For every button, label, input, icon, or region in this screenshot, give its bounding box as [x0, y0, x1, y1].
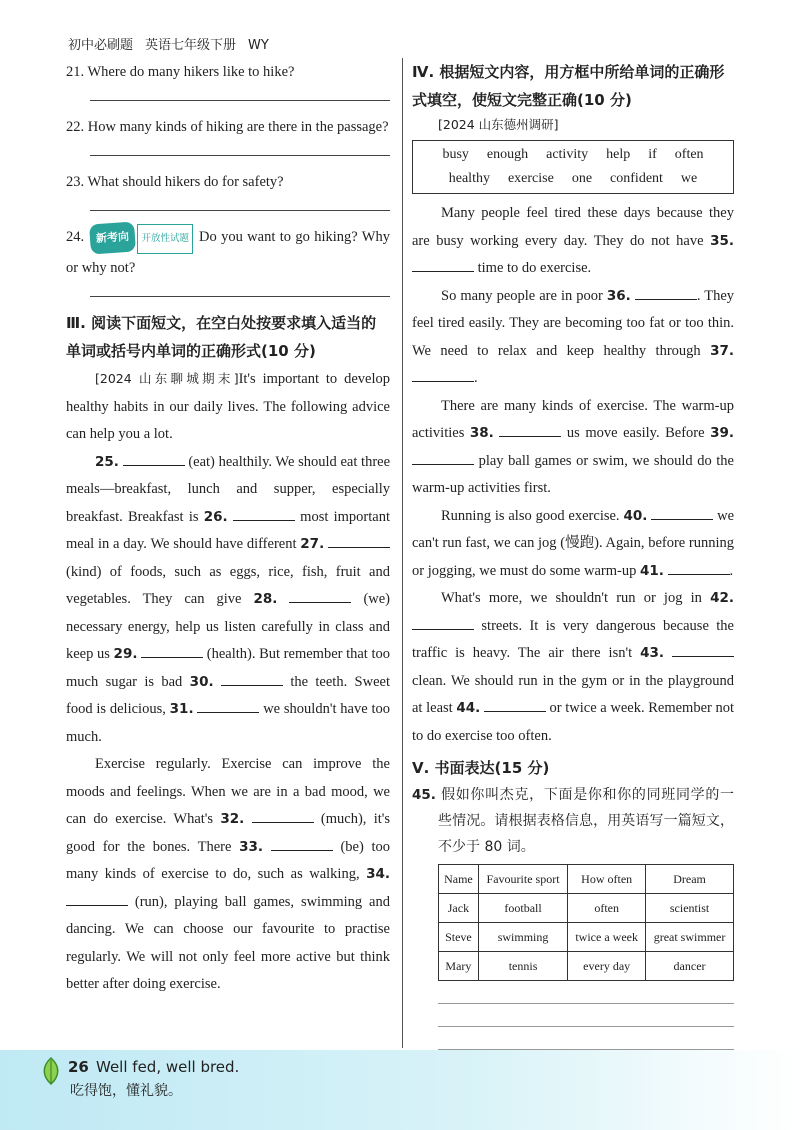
fill-blank[interactable] [252, 808, 314, 823]
fill-blank[interactable] [412, 450, 474, 465]
blank-number: 26. [203, 508, 228, 525]
right-column [412, 58, 734, 1050]
table-cell: football [478, 894, 567, 923]
table-cell: great swimmer [646, 923, 734, 952]
motto-english: Well fed, well bred. [96, 1058, 240, 1076]
question-text: 假如你叫杰克，下面是你和你的同班同学的一些情况。请根据表格信息，用英语写一篇短文，不少于 80 词。 [438, 787, 735, 855]
blank-number: 25. [95, 453, 119, 470]
passage-text: us move easily. Before [566, 425, 705, 441]
passage-text: we shouldn't have too much. [66, 701, 390, 745]
passage-text: What's more, we shouldn't run or jog in [441, 590, 702, 606]
blank-number: 33. [239, 838, 264, 855]
word-box [412, 140, 734, 194]
table-header: Favourite sport [478, 865, 567, 894]
intro-text: It's important to develop healthy habits in our daily lives. The following advice can help you a lot. [66, 371, 390, 442]
passage-text: (much), it's good for the bones. There [66, 811, 391, 855]
fill-blank[interactable] [412, 257, 474, 272]
word-option: we [680, 171, 698, 186]
fill-blank[interactable] [233, 506, 295, 521]
blank-number: 41. [639, 562, 664, 579]
blank-number: 37. [710, 342, 735, 359]
blank-number: 42. [710, 590, 734, 606]
passage-text: the teeth. Sweet food is delicious, [66, 673, 390, 717]
motto-chinese: 吃得饱，懂礼貌。 [70, 1083, 182, 1099]
fill-blank[interactable] [289, 588, 351, 603]
passage-text: (we) necessary energy, help us listen carefully in class and keep us [66, 591, 391, 662]
blank-number: 38. [469, 425, 494, 441]
fill-blank[interactable] [221, 671, 283, 686]
blank-number: 35. [710, 232, 734, 249]
word-option: one [571, 171, 593, 186]
word-option: busy [442, 147, 469, 162]
passage-text: (health). But remember that too much sugar is bad [66, 646, 391, 690]
source-tag: [2024 山东聊城期末] [95, 371, 239, 386]
passage-text: (be) too many kinds of exercise to do, such as walking, [66, 838, 391, 882]
table-cell: every day [568, 952, 646, 981]
blank-number: 44. [456, 700, 481, 716]
section-3-title: Ⅲ. 阅读下面短文，在空白处按要求填入适当的单词或括号内单词的正确形式(10 分) [66, 314, 377, 360]
fill-blank[interactable] [123, 451, 185, 466]
word-option: exercise [507, 171, 554, 186]
table-row [439, 894, 734, 923]
fill-blank[interactable] [484, 697, 546, 712]
fill-blank[interactable] [651, 505, 713, 520]
word-option: help [606, 147, 631, 162]
table-cell: Steve [439, 923, 479, 952]
edition: WY [248, 38, 269, 53]
section-5-title: Ⅴ. 书面表达(15 分) [412, 759, 550, 777]
question-23 [66, 168, 390, 211]
blank-number: 39. [710, 425, 735, 441]
question-22 [66, 113, 390, 156]
blank-number: 34. [366, 866, 391, 882]
blank-number: 30. [189, 673, 214, 690]
passage-text: or twice a week. Remember not to do exercise too often. [412, 700, 735, 744]
section-4-title: Ⅳ. 根据短文内容，用方框中所给单词的正确形式填空，使短文完整正确(10 分) [412, 63, 725, 109]
blank-number: 43. [640, 645, 665, 661]
table-cell: Jack [439, 894, 479, 923]
answer-line[interactable] [90, 196, 390, 211]
blank-number: 31. [169, 701, 194, 717]
blank-number: 36. [606, 287, 631, 304]
passage-text: we can't run fast, we can jog (慢跑). Again, before running or jogging, we must do some warm-up [412, 507, 735, 579]
table-cell: swimming [478, 923, 567, 952]
section-4-paragraph-3 [412, 393, 734, 503]
blank-number: 40. [623, 507, 648, 524]
section-4-paragraph-5 [412, 585, 734, 750]
fill-blank[interactable] [412, 367, 474, 382]
section-4-paragraph-4 [412, 503, 734, 586]
blank-number: 28. [253, 591, 278, 607]
writing-line[interactable] [438, 1027, 734, 1050]
left-column [66, 58, 390, 999]
passage-text: So many people are in poor [441, 287, 603, 304]
question-number: 24. [66, 229, 85, 245]
question-number: 45. [412, 787, 436, 803]
passage-text: play ball games or swim, we should do the warm-up activities first. [412, 452, 734, 496]
question-text: How many kinds of hiking are there in the passage? [87, 119, 389, 135]
question-45 [412, 782, 734, 860]
question-21 [66, 58, 390, 101]
passage-text: . They feel tired easily. They are becoming too fat or too thin. We need to relax and keep healthy through [412, 287, 735, 359]
passage-text: (run), playing ball games, swimming and dancing. We can choose our favourite to practise regularly. We will not only feel more active but think better after doing exercise. [66, 893, 390, 992]
word-row [419, 167, 727, 191]
question-text: Where do many hikers like to hike? [87, 64, 295, 80]
open-question-tag: 开放性试题 [137, 224, 193, 254]
question-24 [66, 223, 390, 297]
source-tag: [2024 山东德州调研] [438, 117, 559, 132]
passage-text: streets. It is very dangerous because the traffic is heavy. The air there isn't [412, 617, 734, 661]
passage-text: Many people feel tired these days because they are busy working every day. They do not have [412, 205, 734, 249]
answer-line[interactable] [90, 86, 390, 101]
leaf-icon [40, 1056, 62, 1091]
new-trend-badge: 新考向 [89, 221, 136, 254]
question-number: 21. [66, 64, 85, 80]
section-4-paragraph-2 [412, 283, 734, 393]
word-row [419, 143, 727, 167]
table-cell: twice a week [568, 923, 646, 952]
page-footer [0, 1050, 800, 1130]
page-number: 26 [68, 1058, 89, 1076]
word-option: often [674, 147, 704, 162]
info-table [438, 864, 734, 981]
fill-blank[interactable] [668, 560, 730, 575]
table-cell: dancer [646, 952, 734, 981]
table-cell: often [568, 894, 646, 923]
table-header-row [439, 865, 734, 894]
fill-blank[interactable] [66, 891, 128, 906]
word-option: enough [486, 147, 529, 162]
passage-text: Running is also good exercise. [441, 507, 620, 524]
passage-text: time to do exercise. [477, 260, 592, 276]
answer-line[interactable] [90, 141, 390, 156]
section-3-paragraph-2 [66, 751, 390, 999]
table-row [439, 923, 734, 952]
section-3-paragraph-1 [66, 449, 390, 752]
passage-text: most important meal in a day. We should have different [66, 508, 390, 552]
table-header: Dream [646, 865, 734, 894]
question-number: 22. [66, 119, 85, 135]
column-divider [402, 58, 403, 1048]
section-3-intro [66, 365, 390, 449]
word-option: activity [546, 147, 589, 162]
writing-line[interactable] [438, 981, 734, 1004]
word-option: if [648, 147, 657, 162]
blank-number: 27. [300, 536, 325, 552]
fill-blank[interactable] [635, 285, 697, 300]
table-cell: Mary [439, 952, 479, 981]
blank-number: 29. [113, 646, 138, 662]
blank-number: 32. [220, 811, 245, 827]
fill-blank[interactable] [141, 643, 203, 658]
passage-text: (eat) healthily. We should eat three meals—breakfast, lunch and supper, especially breakfast. Breakfast is [66, 453, 391, 525]
fill-blank[interactable] [271, 836, 333, 851]
passage-text: clean. We should run in the gym or in the playground at least [412, 672, 734, 716]
table-cell: scientist [646, 894, 734, 923]
question-text: What should hikers do for safety? [87, 174, 284, 190]
section-4-paragraph-1 [412, 200, 734, 283]
book-title: 初中必刷题 [68, 38, 134, 53]
question-number: 23. [66, 174, 85, 190]
fill-blank[interactable] [412, 615, 474, 630]
page-header [68, 34, 281, 53]
fill-blank[interactable] [328, 533, 390, 548]
writing-line[interactable] [438, 1004, 734, 1027]
fill-blank[interactable] [197, 698, 259, 713]
word-option: healthy [448, 171, 490, 186]
table-header: Name [439, 865, 479, 894]
fill-blank[interactable] [672, 642, 734, 657]
passage-text: Exercise regularly. Exercise can improve the moods and feelings. When we are in a bad mood, we can do exercise. What's [66, 756, 390, 827]
answer-line[interactable] [90, 282, 390, 297]
passage-text: (kind) of foods, such as eggs, rice, fish, fruit and vegetables. They can give [66, 563, 390, 607]
subject-title: 英语七年级下册 [145, 38, 237, 53]
question-text: Do you want to go hiking? Why or why not? [66, 229, 390, 276]
passage-text: There are many kinds of exercise. The warm-up activities [412, 397, 734, 441]
fill-blank[interactable] [499, 422, 561, 437]
table-row [439, 952, 734, 981]
table-cell: tennis [478, 952, 567, 981]
passage-text: . [474, 370, 478, 386]
table-header: How often [568, 865, 646, 894]
word-option: confident [610, 171, 663, 186]
passage-text: . [729, 562, 734, 579]
